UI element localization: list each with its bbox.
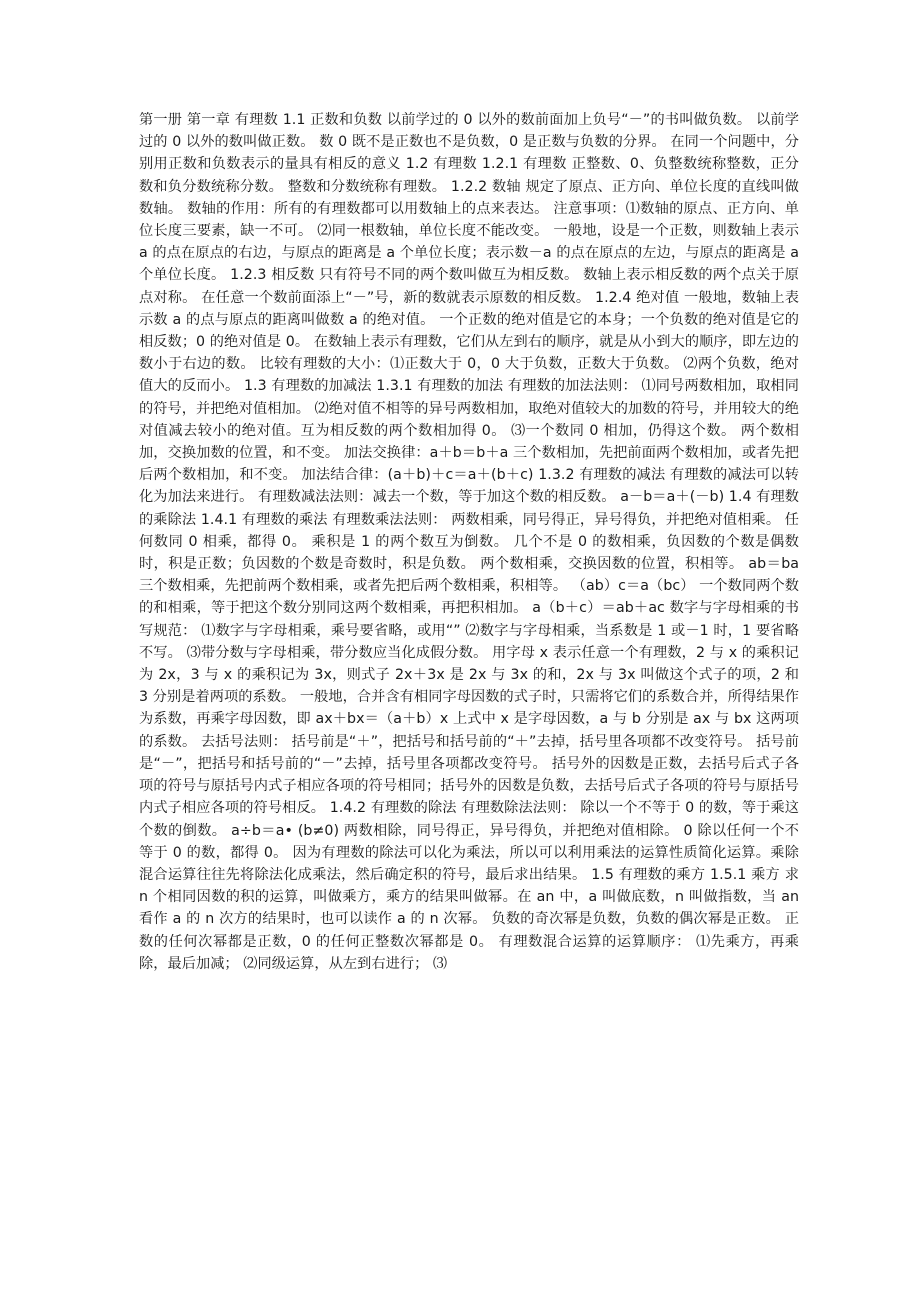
document-body-text: 第一册 第一章 有理数 1.1 正数和负数 以前学过的 0 以外的数前面加上负号“－”的书叫做负数。 以前学过的 0 以外的数叫做正数。 数 0 既不是正数也不是负数，0 是正数与负数的分界。 在同一个问题中，分别用正数和负数表示的量具有相反的意义 1.2 有理数 1.2.1 有理数 正整数、0、负整数统称整数，正分数和负分数统称分数。 整数和分数统称有理数。 1.2.2 数轴 规定了原点、正方向、单位长度的直线叫做数轴。 数轴的作用：所有的有理数都可以用数轴上的点来表达。 注意事项：⑴数轴的原点、正方向、单位长度三要素，缺一不可。 ⑵同一根数轴，单位长度不能改变。 一般地，设是一个正数，则数轴上表示 a 的点在原点的右边，与原点的距离是 a 个单位长度；表示数－a 的点在原点的左边，与原点的距离是 a 个单位长度。 1.2.3 相反数 只有符号不同的两个数叫做互为相反数。 数轴上表示相反数的两个点关于原点对称。 在任意一个数前面添上“－”号，新的数就表示原数的相反数。 1.2.4 绝对值 一般地，数轴上表示数 a 的点与原点的距离叫做数 a 的绝对值。 一个正数的绝对值是它的本身；一个负数的绝对值是它的相反数；0 的绝对值是 0。 在数轴上表示有理数，它们从左到右的顺序，就是从小到大的顺序，即左边的数小于右边的数。 比较有理数的大小：⑴正数大于 0，0 大于负数，正数大于负数。 ⑵两个负数，绝对值大的反而小。 1.3 有理数的加减法 1.3.1 有理数的加法 有理数的加法法则： ⑴同号两数相加，取相同的符号，并把绝对值相加。 ⑵绝对值不相等的异号两数相加，取绝对值较大的加数的符号，并用较大的绝对值减去较小的绝对值。互为相反数的两个数相加得 0。 ⑶一个数同 0 相加，仍得这个数。 两个数相加，交换加数的位置，和不变。 加法交换律：a＋b＝b＋a 三个数相加，先把前面两个数相加，或者先把后两个数相加，和不变。 加法结合律：(a＋b)＋c＝a＋(b＋c) 1.3.2 有理数的减法 有理数的减法可以转化为加法来进行。 有理数减法法则：减去一个数，等于加这个数的相反数。 a－b＝a＋(－b) 1.4 有理数的乘除法 1.4.1 有理数的乘法 有理数乘法法则： 两数相乘，同号得正，异号得负，并把绝对值相乘。 任何数同 0 相乘，都得 0。 乘积是 1 的两个数互为倒数。 几个不是 0 的数相乘，负因数的个数是偶数时，积是正数；负因数的个数是奇数时，积是负数。 两个数相乘，交换因数的位置，积相等。 ab＝ba 三个数相乘，先把前两个数相乘，或者先把后两个数相乘，积相等。 （ab）c＝a（bc） 一个数同两个数的和相乘，等于把这个数分别同这两个数相乘，再把积相加。 a（b＋c）＝ab＋ac 数字与字母相乘的书写规范： ⑴数字与字母相乘，乘号要省略，或用“” ⑵数字与字母相乘，当系数是 1 或－1 时，1 要省略不写。 ⑶带分数与字母相乘，带分数应当化成假分数。 用字母 x 表示任意一个有理数，2 与 x 的乘积记为 2x，3 与 x 的乘积记为 3x，则式子 2x＋3x 是 2x 与 3x 的和，2x 与 3x 叫做这个式子的项，2 和 3 分别是着两项的系数。 一般地，合并含有相同字母因数的式子时，只需将它们的系数合并，所得结果作为系数，再乘字母因数，即 ax＋bx＝（a＋b）x 上式中 x 是字母因数，a 与 b 分别是 ax 与 bx 这两项的系数。 去括号法则： 括号前是“＋”，把括号和括号前的“＋”去掉，括号里各项都不改变符号。 括号前是“－”，把括号和括号前的“－”去掉，括号里各项都改变符号。 括号外的因数是正数，去括号后式子各项的符号与原括号内式子相应各项的符号相同；括号外的因数是负数，去括号后式子各项的符号与原括号内式子相应各项的符号相反。 1.4.2 有理数的除法 有理数除法法则： 除以一个不等于 0 的数，等于乘这个数的倒数。 a÷b＝a• (b≠0) 两数相除，同号得正，异号得负，并把绝对值相除。 0 除以任何一个不等于 0 的数，都得 0。 因为有理数的除法可以化为乘法，所以可以利用乘法的运算性质简化运算。乘除混合运算往往先将除法化成乘法，然后确定积的符号，最后求出结果。 1.5 有理数的乘方 1.5.1 乘方 求 n 个相同因数的积的运算，叫做乘方，乘方的结果叫做幂。在 an 中，a 叫做底数，n 叫做指数，当 an 看作 a 的 n 次方的结果时，也可以读作 a 的 n 次幂。 负数的奇次幂是负数，负数的偶次幂是正数。 正数的任何次幂都是正数，0 的任何正整数次幂都是 0。 有理数混合运算的运算顺序： ⑴先乘方，再乘除，最后加减； ⑵同级运算，从左到右进行； ⑶ bbox=[139, 112, 799, 972]
